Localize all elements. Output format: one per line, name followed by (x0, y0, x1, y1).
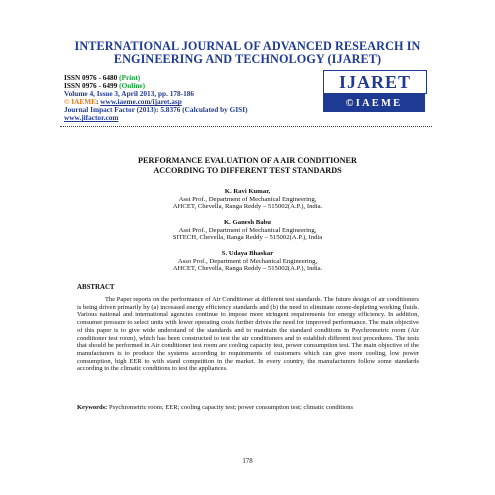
author-block (100, 219, 395, 242)
journal-title-line2: ENGINEERING AND TECHNOLOGY (IJARET) (113, 52, 382, 66)
impact-factor: Journal Impact Factor (2013): 5.8376 (Calculated by GISI) (64, 105, 248, 115)
paper-title-line2: ACCORDING TO DIFFERENT TEST STANDARDS (153, 165, 342, 175)
iaeme-url-link[interactable]: www.iaeme.com/ijaret.asp (100, 97, 182, 107)
issn-print-tag: (Print) (119, 73, 141, 82)
author-name: K. Ganesh Babu (223, 219, 271, 226)
abstract-body: The Paper reports on the performance of Air Conditioner at different test standards. The future design of air conditioners is being driven primarily by (a) increased energy efficiency standards and (b) the need to eliminate ozone-depleting working fluids. Various national and international agencies continue to impose more stringent requirements for energy efficiency. In addition, consumer pressure to select units with lower operating costs further drives the need for improved performance. The main objective of this paper is to give wide understand of the standards and to maintain the standard conditions in Psychrometric room (Air conditioner test room), which has been constructed to test the air conditioners and to establish different test procedures. The tests that should be performed in Air conditioner test room are cooling capacity test, power consumption test. The main objective of the manufacturers is to produce the systems according to requirements of customers which can give more cooling, low power consumption, high EER to with stand competition in the market. In every country, the manufacturers follow some standards according to the climatic conditions to test the appliances. (77, 296, 419, 373)
issn-online: ISSN 0976 - 6499 (64, 81, 120, 91)
author-name: S. Udaya Bhaskar (221, 250, 274, 257)
journal-meta (64, 74, 248, 123)
jifactor-link[interactable]: www.jifactor.com (64, 113, 119, 123)
author-position: Asst Prof., Department of Mechanical Engineering, (178, 226, 317, 234)
page-number: 178 (242, 458, 253, 465)
iaeme-line: © IAEME: www.iaeme.com/ijaret.asp (64, 97, 182, 107)
ijaret-logo: IJARET (323, 70, 427, 94)
issn-print: ISSN 0976 - 6480 (64, 73, 120, 82)
volume-info: Volume 4, Issue 3, April 2013, pp. 178-186 (64, 89, 195, 99)
author-position: Asso Prof., Department of Mechanical Engineering, (177, 257, 318, 265)
journal-title (40, 40, 455, 66)
author-affiliation: AHCET, Chevella, Ranga Reddy – 515002(A.P.), India. (172, 265, 323, 273)
author-position: Asst Prof., Department of Mechanical Engineering, (178, 195, 317, 203)
jifactor-line (64, 114, 248, 122)
paper-title-line1: PERFORMANCE EVALUATION OF A AIR CONDITIONER (138, 156, 357, 165)
keywords-label: Keywords: (77, 404, 108, 411)
iaeme-label: © IAEME (64, 97, 97, 107)
header-divider (60, 126, 432, 127)
paper-title (70, 156, 425, 175)
author-name: K. Ravi Kumar, (224, 188, 271, 195)
author-affiliation: SITECH, Chevella, Ranga Reddy – 515002(A.P.), India (172, 234, 323, 242)
author-block (100, 250, 395, 273)
author-block (100, 188, 395, 211)
keywords-text: Psychrometric room; EER; cooling capacity test; power consumption test; climatic conditions (107, 404, 354, 411)
journal-title-line1: INTERNATIONAL JOURNAL OF ADVANCED RESEARCH IN (74, 39, 421, 53)
keywords (77, 404, 419, 412)
iaeme-logo: ©IAEME (323, 94, 425, 112)
issn-online-tag: (Online) (119, 81, 146, 91)
author-affiliation: AHCET, Chevella, Ranga Reddy – 515002(A.P.), India. (172, 203, 323, 211)
abstract-heading: ABSTRACT (77, 284, 115, 291)
